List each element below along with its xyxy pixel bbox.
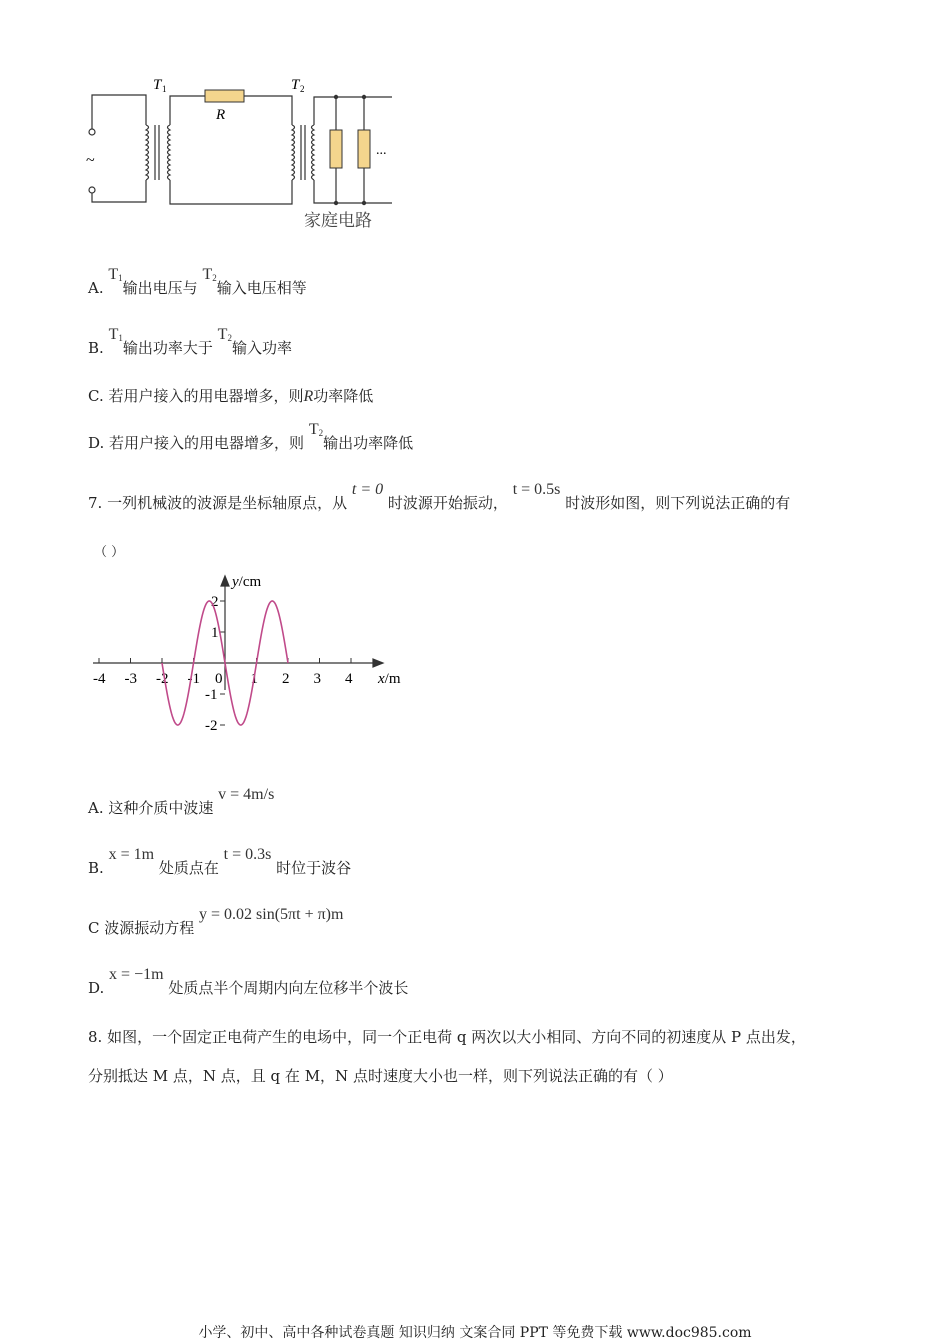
option-text: A. 这种介质中波速 [88,799,214,817]
q7-stem [88,481,791,514]
option-text: C. 若用户接入的用电器增多，则 [88,387,304,405]
q6-option-d [88,421,414,457]
household-circuit-caption: 家庭电路 [304,211,372,231]
option-prefix: D. [88,979,105,997]
option-text: D. 若用户接入的用电器增多，则 [88,434,305,452]
option-text: 功率降低 [313,387,374,405]
x-tick-label: 2 [282,671,290,687]
q7-option-a [88,786,275,819]
resistor-var: R [303,388,314,405]
option-prefix: A. [88,279,104,297]
y-tick-label: 1 [211,625,219,641]
option-text: 处质点在 [158,859,219,877]
x-axis-arrow [373,659,383,667]
math-position: x = −1m [109,966,164,983]
page-footer: 小学、初中、高中各种试卷真题 知识归纳 文案合同 PPT 等免费下载 www.doc985.com [198,1325,752,1341]
option-text: 输出功率降低 [323,434,414,452]
x-tick-label: 1 [250,671,258,687]
question-text: 时波源开始振动， [387,494,508,512]
x-tick-label: 4 [345,671,353,687]
math-t05: t = 0.5s [512,481,561,498]
option-text: 输入功率 [231,339,292,357]
option-text: 输出功率大于 [122,339,213,357]
option-text: 输出电压与 [122,279,198,297]
t2-label: T [291,77,300,93]
resistor-label: R [216,107,226,123]
x-tick-label: -2 [156,671,169,687]
x-tick-label: 3 [313,671,321,687]
question-text: 7. 一列机械波的波源是坐标轴原点，从 [88,494,348,512]
y-tick-label: -2 [205,718,218,734]
q7-option-c [88,906,344,939]
t1-label: T [153,77,162,93]
option-text: 处质点半个周期内向左位移半个波长 [168,979,409,997]
math-equation: y = 0.02 sin(5πt + π)m [199,906,344,923]
t2-label-sub: 2 [300,84,305,94]
q6-option-b [88,326,292,362]
x-tick-label: -4 [93,671,106,687]
t1-symbol: $T_1$ [108,266,123,283]
x-tick-label: -1 [187,671,200,687]
wave-graph [80,570,420,765]
x-axis-label: x/m [378,671,401,687]
x-tick-label: 0 [215,671,223,687]
q7-answer-paren: （ ） [94,545,125,560]
q6-option-a [88,266,307,302]
transformer-circuit-diagram [80,70,410,240]
t2-symbol: $T_2$ [217,326,232,343]
math-time: t = 0.3s [223,846,272,863]
question-text: 时波形如图，则下列说法正确的有 [565,494,791,512]
q8-stem-line2: 分别抵达 M 点，N 点，且 q 在 M，N 点时速度大小也一样，则下列说法正确的有（ ） [88,1067,673,1085]
t2-symbol: $T_2$ [308,421,324,438]
y-axis-arrow [221,576,229,586]
option-text: 输入电压相等 [216,279,307,297]
option-text: C 波源振动方程 [88,919,195,937]
math-position: x = 1m [108,846,155,863]
math-t0: t = 0 [351,481,384,498]
x-tick-label: -3 [124,671,137,687]
t1-label-sub: 1 [162,84,167,94]
y-tick-label: -1 [205,687,218,703]
t1-symbol: $T_1$ [108,326,123,343]
t2-symbol: $T_2$ [202,266,217,283]
q8-stem-line1: 8. 如图，一个固定正电荷产生的电场中，同一个正电荷 q 两次以大小相同、方向不同的初速度从 P 点出发， [88,1028,806,1046]
option-prefix: B. [88,859,104,877]
y-axis-label: y/cm [232,574,262,590]
q7-option-b [88,846,352,879]
math-velocity: v = 4m/s [218,786,275,803]
more-loads-ellipsis: ... [376,143,387,158]
y-tick-label: 2 [211,594,219,610]
q7-option-d [88,966,409,999]
option-text: 时位于波谷 [276,859,352,877]
q6-option-c [88,386,373,407]
option-prefix: B. [88,339,104,357]
ac-source-symbol: ~ [86,152,95,169]
